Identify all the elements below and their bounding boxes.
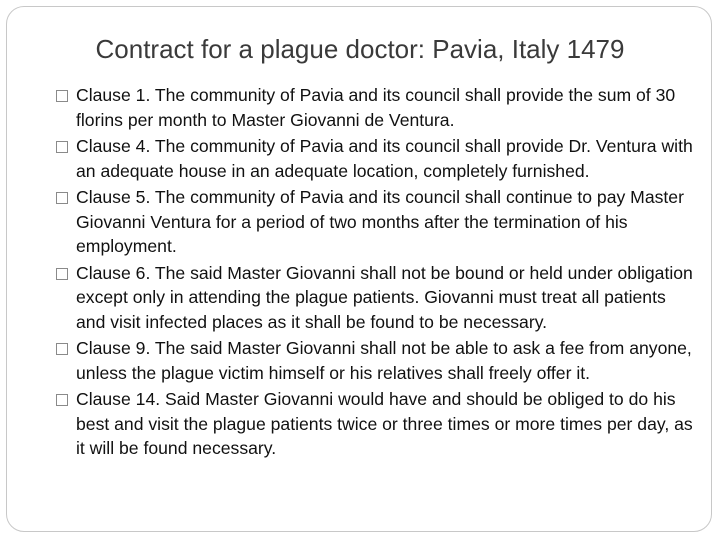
clause-item-6 bbox=[56, 261, 696, 335]
square-bullet-icon bbox=[56, 394, 68, 406]
square-bullet-icon bbox=[56, 90, 68, 102]
clause-text: Clause 14. Said Master Giovanni would have and should be obliged to do his best and visit the plague patients twice or three times or more times per day, as it will be found necessary. bbox=[76, 389, 693, 458]
clause-item-4 bbox=[56, 134, 696, 183]
square-bullet-icon bbox=[56, 141, 68, 153]
square-bullet-icon bbox=[56, 343, 68, 355]
clause-item-9 bbox=[56, 336, 696, 385]
clause-text: Clause 6. The said Master Giovanni shall not be bound or held under obligation except only in attending the plague patients. Giovanni must treat all patients and visit infected places as it shall be found to be necessary. bbox=[76, 262, 693, 332]
square-bullet-icon bbox=[56, 268, 68, 280]
clause-list bbox=[56, 83, 696, 463]
square-bullet-icon bbox=[56, 192, 68, 204]
clause-text: Clause 5. The community of Pavia and its council shall continue to pay Master Giovanni Ventura for a period of two months after the termination of his employment. bbox=[76, 187, 684, 256]
clause-text: Clause 9. The said Master Giovanni shall not be able to ask a fee from anyone, unless the plague victim himself or his relatives shall freely offer it. bbox=[76, 338, 692, 383]
slide-title: Contract for a plague doctor: Pavia, Italy 1479 bbox=[95, 34, 625, 64]
clause-text: Clause 4. The community of Pavia and its council shall provide Dr. Ventura with an adequate house in an adequate location, completely furnished. bbox=[76, 136, 693, 181]
clause-item-5 bbox=[56, 185, 696, 259]
clause-item-14 bbox=[56, 387, 696, 461]
clause-text: Clause 1. The community of Pavia and its council shall provide the sum of 30 florins per month to Master Giovanni de Ventura. bbox=[76, 85, 676, 130]
clause-item-1 bbox=[56, 83, 696, 132]
